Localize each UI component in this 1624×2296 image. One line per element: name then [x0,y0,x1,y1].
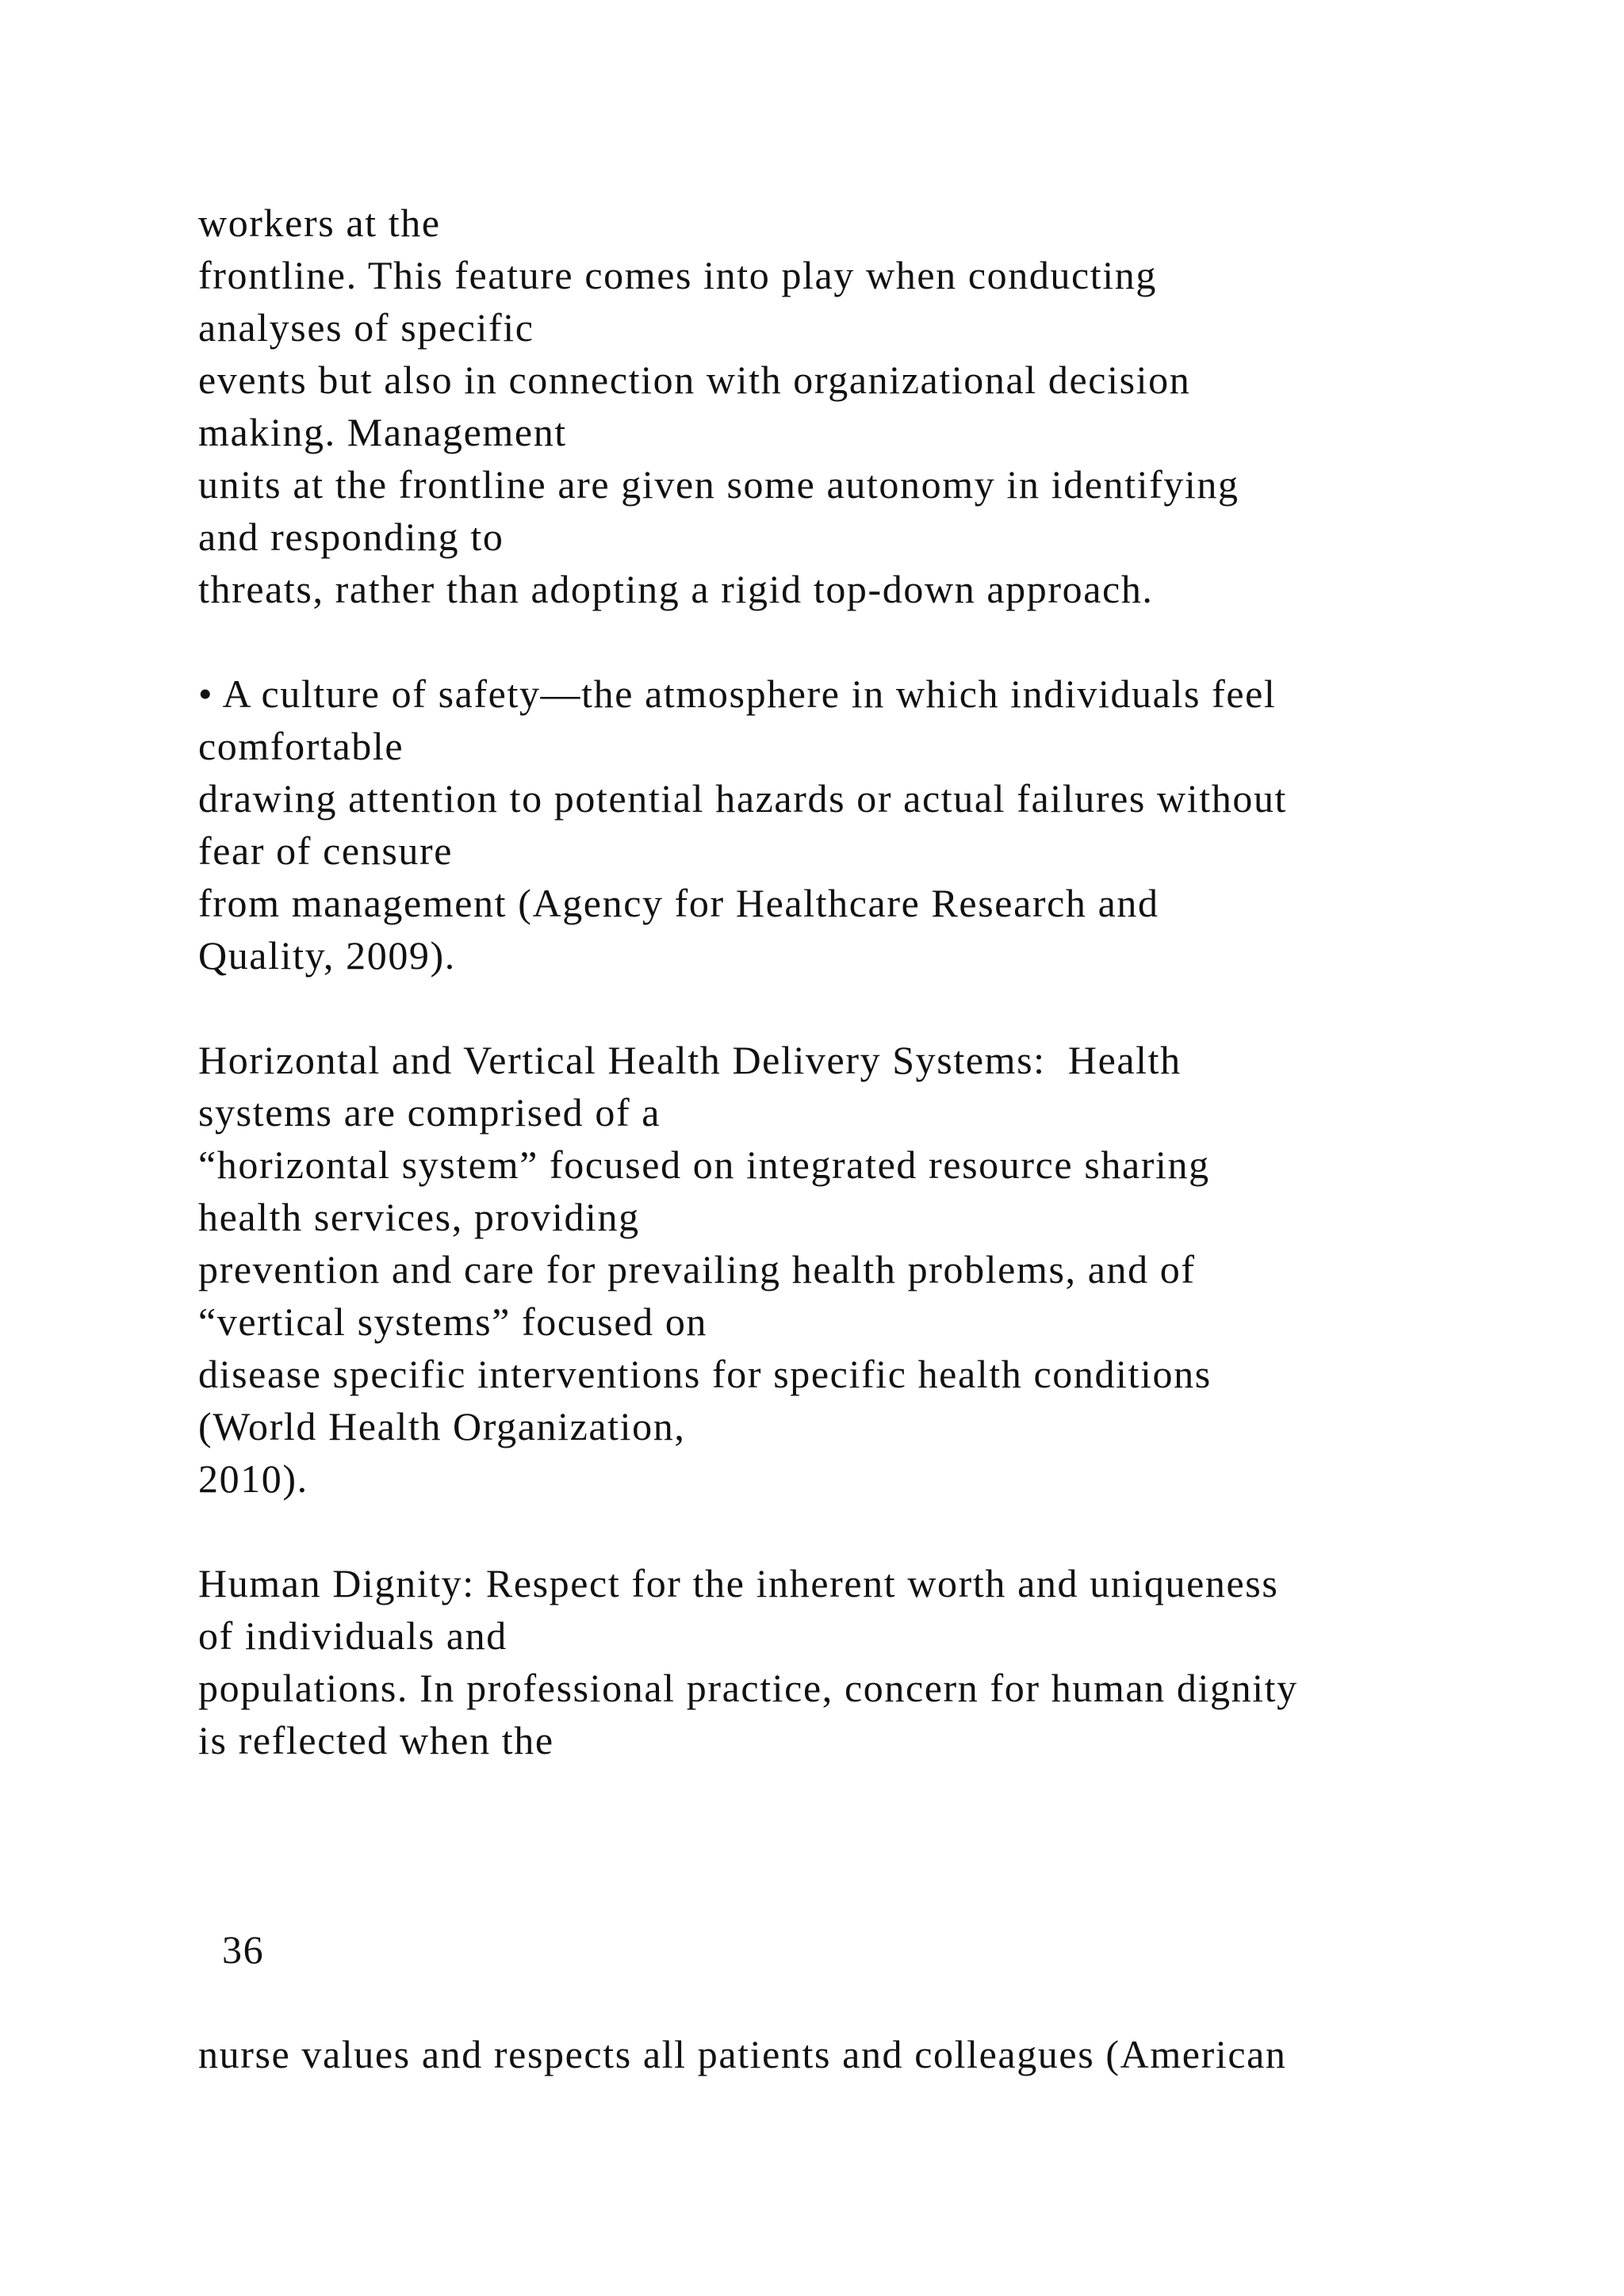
text-line: frontline. This feature comes into play when conducting [198,253,1157,297]
text-line: (World Health Organization, [198,1404,686,1448]
text-line: fear of censure [198,828,454,873]
text-line: Horizontal and Vertical Health Delivery Systems: Health [198,1038,1182,1082]
text-line: workers at the [198,201,441,245]
text-line: analyses of specific [198,305,534,350]
text-line: making. Management [198,410,567,454]
text-line: drawing attention to potential hazards or actual failures without [198,776,1288,821]
text-line: is reflected when the [198,1718,554,1762]
text-line: “horizontal system” focused on integrated resource sharing [198,1142,1210,1187]
text-line: 2010). [198,1456,308,1501]
text-line: threats, rather than adopting a rigid top-down approach. [198,567,1154,611]
text-line: prevention and care for prevailing health problems, and of [198,1247,1196,1292]
text-line: Human Dignity: Respect for the inherent worth and uniqueness [198,1561,1279,1605]
text-line: health services, providing [198,1195,640,1239]
text-line: nurse values and respects all patients and colleagues (American [198,2032,1287,2076]
text-line: from management (Agency for Healthcare Research and [198,881,1159,925]
text-line: populations. In professional practice, concern for human dignity [198,1666,1298,1710]
text-line: units at the frontline are given some autonomy in identifying [198,462,1239,507]
text-line: disease specific interventions for specific health conditions [198,1352,1212,1396]
text-line: systems are comprised of a [198,1090,661,1135]
text-line: comfortable [198,724,404,768]
text-line: Quality, 2009). [198,933,456,978]
text-line: • A culture of safety—the atmosphere in which individuals feel [198,672,1277,716]
text-line: of individuals and [198,1613,508,1658]
text-line: “vertical systems” focused on [198,1299,708,1344]
text-line: events but also in connection with organizational decision [198,358,1191,402]
text-line: and responding to [198,515,504,559]
page-number: 36 [222,1927,265,1972]
